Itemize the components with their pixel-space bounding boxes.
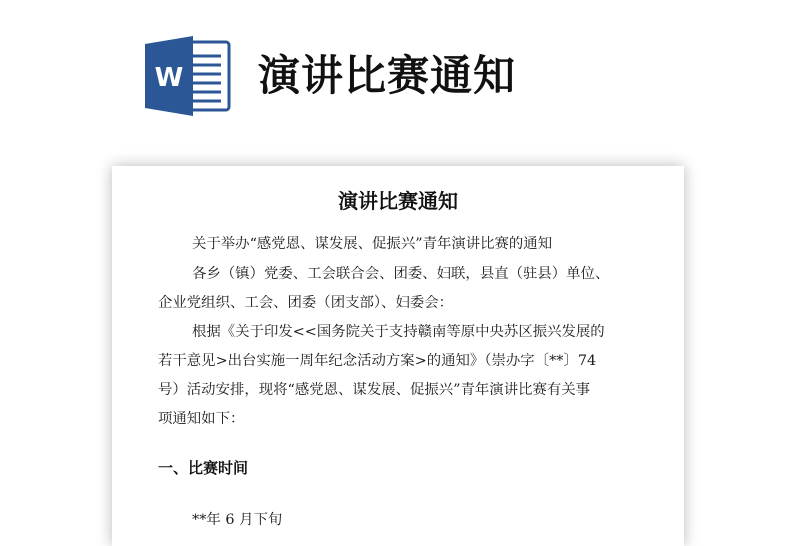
paragraph-line-2: 各乡（镇）党委、工会联合会、团委、妇联，县直（驻县）单位、: [192, 266, 610, 282]
document-heading: 演讲比赛通知: [338, 189, 458, 213]
page-title: 演讲比赛通知: [258, 51, 517, 100]
paragraph-line-4: 根据《关于印发<<国务院关于支持赣南等原中央苏区振兴发展的: [192, 324, 605, 340]
paragraph-line-1: 关于举办“感党恩、谋发展、促振兴”青年演讲比赛的通知: [192, 236, 553, 252]
section-1-title: 一、比赛时间: [158, 459, 249, 477]
paragraph-line-5: 若干意见>出台实施一周年纪念活动方案>的通知》（崇办字〔**〕74: [158, 353, 597, 369]
section-1-text: **年 6 月下旬: [192, 512, 283, 528]
word-logo-letter: W: [154, 63, 184, 93]
banner: [0, 0, 800, 160]
paragraph-line-3: 企业党组织、工会、团委（团支部）、妇委会：: [158, 295, 454, 311]
paragraph-line-6: 号）活动安排，现将“感党恩、谋发展、促振兴”青年演讲比赛有关事: [158, 382, 591, 398]
document-page: [112, 166, 684, 546]
paragraph-line-7: 项通知如下：: [158, 411, 245, 427]
word-icon: [143, 36, 233, 116]
